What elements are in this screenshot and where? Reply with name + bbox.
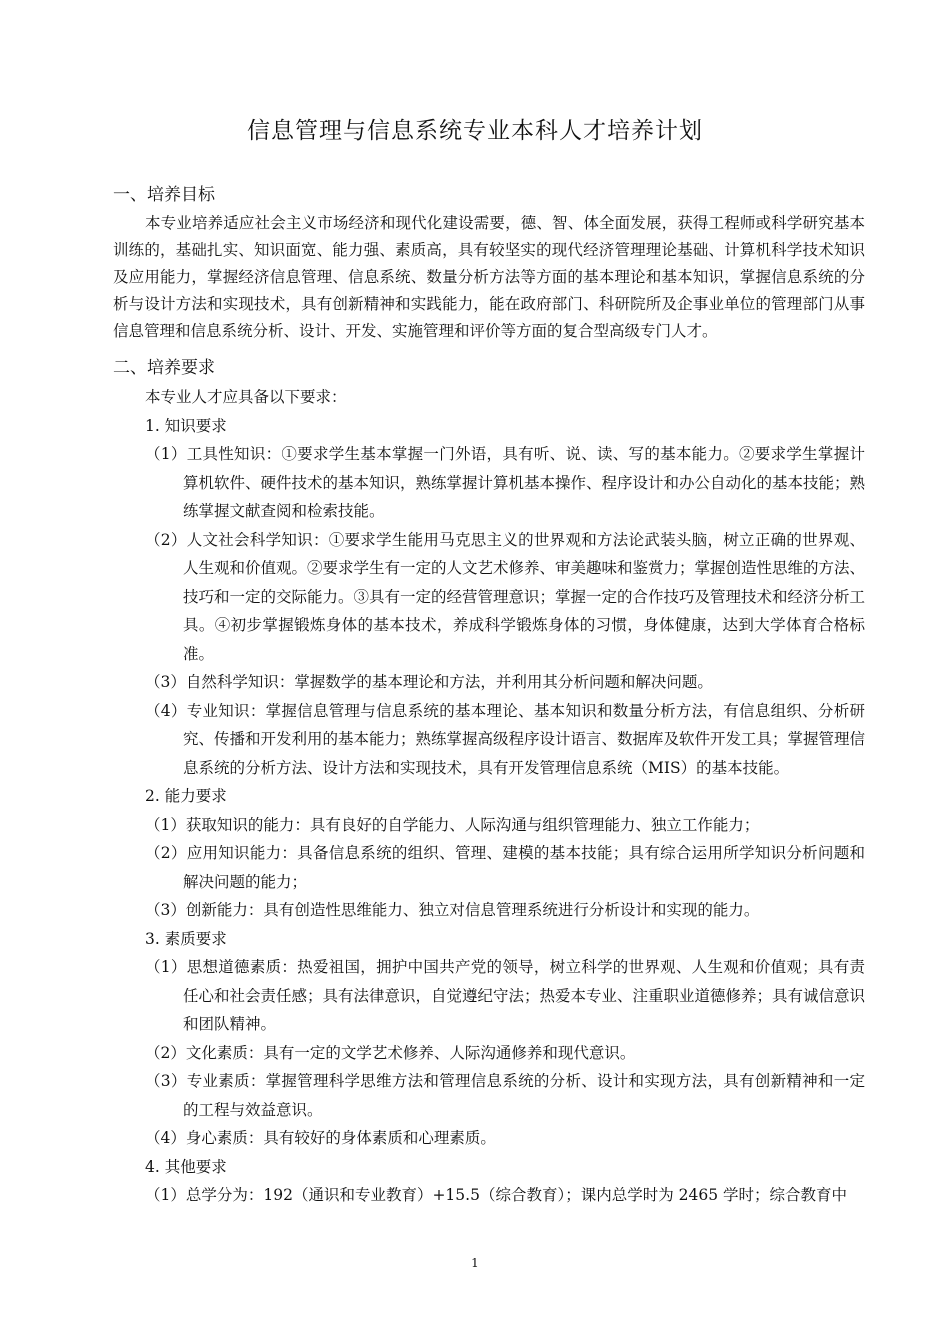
- group-title-other: 4. 其他要求: [145, 1157, 227, 1176]
- requirements-intro: 本专业人才应具备以下要求：: [145, 388, 347, 406]
- section-gap: [113, 345, 865, 353]
- group-title-knowledge: 1. 知识要求: [145, 416, 227, 435]
- group-title-quality: 3. 素质要求: [145, 929, 227, 948]
- list-item: （1）总学分为：192（通识和专业教育）+15.5（综合教育）；课内总学时为 2465 学时；综合教育中: [145, 1186, 847, 1204]
- list-item: （2）文化素质：具有一定的文学艺术修养、人际沟通修养和现代意识。: [145, 1043, 636, 1062]
- section-heading-goals: 一、培养目标: [113, 185, 215, 205]
- document-body: [113, 180, 865, 1210]
- document-title: 信息管理与信息系统专业本科人才培养计划: [247, 118, 703, 144]
- goals-paragraph: 本专业培养适应社会主义市场经济和现代化建设需要，德、智、体全面发展，获得工程师或科学研究基本训练的，基础扎实、知识面宽、能力强、素质高，具有较坚实的现代经济管理理论基础、计算机科学技术知识及应用能力，掌握经济信息管理、信息系统、数量分析方法等方面的基本理论和基本知识，掌握信息系统的分析与设计方法和实现技术，具有创新精神和实践能力，能在政府部门、科研院所及企事业单位的管理部门从事信息管理和信息系统分析、设计、开发、实施管理和评价等方面的复合型高级专门人才。: [113, 214, 865, 340]
- list-item: （3）创新能力：具有创造性思维能力、独立对信息管理系统进行分析设计和实现的能力。: [145, 901, 760, 919]
- list-item: （2）人文社会科学知识：①要求学生能用马克思主义的世界观和方法论武装头脑，树立正确的世界观、人生观和价值观。②要求学生有一定的人文艺术修养、审美趣味和鉴赏力；掌握创造性思维的方法、技巧和一定的交际能力。③具有一定的经营管理意识；掌握一定的合作技巧及管理技术和经济分析工具。④初步掌握锻炼身体的基本技术，养成科学锻炼身体的习惯，身体健康，达到大学体育合格标准。: [145, 530, 866, 663]
- list-item: （4）身心素质：具有较好的身体素质和心理素质。: [145, 1129, 496, 1147]
- list-item: （1）思想道德素质：热爱祖国，拥护中国共产党的领导，树立科学的世界观、人生观和价值观；具有责任心和社会责任感；具有法律意识，自觉遵纪守法；热爱本专业、注重职业道德修养；具有诚信意识和团队精神。: [145, 958, 866, 1033]
- list-item: （3）自然科学知识：掌握数学的基本理论和方法，并利用其分析问题和解决问题。: [145, 673, 713, 691]
- section-heading-requirements: 二、培养要求: [113, 358, 215, 378]
- list-item: （1）工具性知识：①要求学生基本掌握一门外语，具有听、说、读、写的基本能力。②要求学生掌握计算机软件、硬件技术的基本知识，熟练掌握计算机基本操作、程序设计和办公自动化的基本技能；熟练掌握文献查阅和检索技能。: [145, 445, 866, 520]
- list-item: （1）获取知识的能力：具有良好的自学能力、人际沟通与组织管理能力、独立工作能力；: [145, 815, 760, 834]
- page-number: 1: [471, 1256, 479, 1270]
- list-item: （3）专业素质：掌握管理科学思维方法和管理信息系统的分析、设计和实现方法，具有创新精神和一定的工程与效益意识。: [145, 1072, 865, 1119]
- group-title-ability: 2. 能力要求: [145, 787, 227, 805]
- list-item: （2）应用知识能力：具备信息系统的组织、管理、建模的基本技能；具有综合运用所学知识分析问题和解决问题的能力；: [145, 844, 865, 891]
- list-item: （4）专业知识：掌握信息管理与信息系统的基本理论、基本知识和数量分析方法，有信息组织、分析研究、传播和开发利用的基本能力；熟练掌握高级程序设计语言、数据库及软件开发工具；掌握管理信息系统的分析方法、设计方法和实现技术，具有开发管理信息系统（MIS）的基本技能。: [145, 701, 866, 777]
